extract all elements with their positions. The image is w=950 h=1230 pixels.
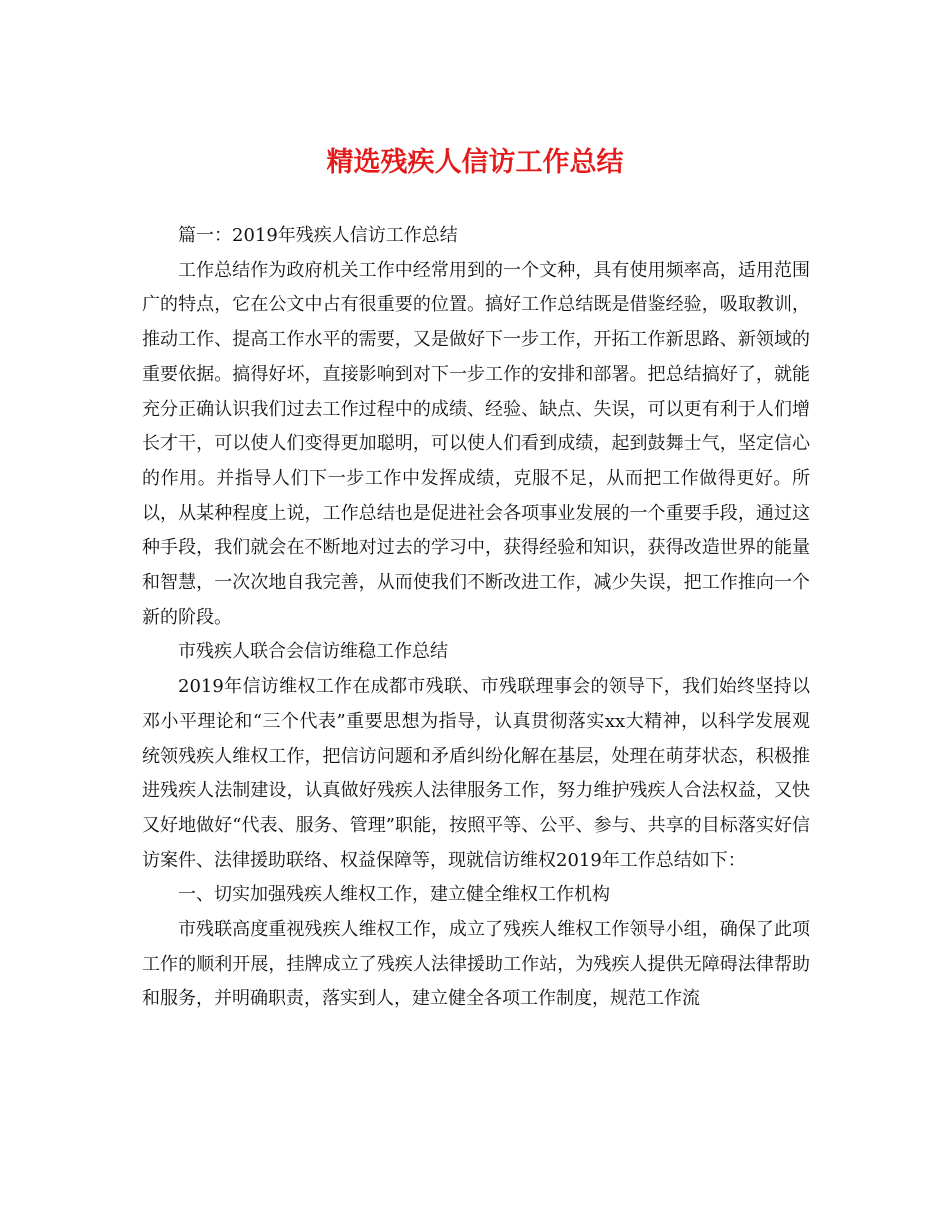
paragraph: 市残联高度重视残疾人维权工作，成立了残疾人维权工作领导小组，确保了此项工作的顺利开展，挂牌成立了残疾人法律援助工作站，为残疾人提供无障碍法律帮助和服务，并明确职责，落实到人，建立健全各项工作制度，规范工作流 [142, 919, 810, 1010]
paragraph-subheading: 市残疾人联合会信访维稳工作总结 [178, 641, 448, 663]
paragraph: 2019年信访维权工作在成都市残联、市残联理事会的领导下，我们始终坚持以邓小平理论和“三个代表”重要思想为指导，认真贯彻落实xx大精神，以科学发展观统领残疾人维权工作，把信访问题和矛盾纠纷化解在基层，处理在萌芽状态，积极推进残疾人法制建设，认真做好残疾人法律服务工作，努力维护残疾人合法权益，又快又好地做好“代表、服务、管理”职能，按照平等、公平、参与、共享的目标落实好信访案件、法律援助联络、权益保障等，现就信访维权2019年工作总结如下： [142, 676, 810, 871]
paragraph-section-heading: 篇一：2019年残疾人信访工作总结 [178, 225, 458, 246]
document-body [142, 219, 810, 1017]
document-title: 精选残疾人信访工作总结 [326, 147, 624, 178]
paragraph: 工作总结作为政府机关工作中经常用到的一个文种，具有使用频率高，适用范围广的特点，它在公文中占有很重要的位置。搞好工作总结既是借鉴经验，吸取教训，推动工作、提高工作水平的需要，又是做好下一步工作，开拓工作新思路、新领域的重要依据。搞得好坏，直接影响到对下一步工作的安排和部署。把总结搞好了，就能充分正确认识我们过去工作过程中的成绩、经验、缺点、失误，可以更有利于人们增长才干，可以使人们变得更加聪明，可以使人们看到成绩，起到鼓舞士气，坚定信心的作用。并指导人们下一步工作中发挥成绩，克服不足，从而把工作做得更好。所以，从某种程度上说，工作总结也是促进社会各项事业发展的一个重要手段，通过这种手段，我们就会在不断地对过去的学习中，获得经验和知识，获得改造世界的能量和智慧，一次次地自我完善，从而使我们不断改进工作，减少失误，把工作推向一个新的阶段。 [142, 259, 810, 628]
paragraph-subheading: 一、切实加强残疾人维权工作，建立健全维权工作机构 [178, 884, 610, 906]
